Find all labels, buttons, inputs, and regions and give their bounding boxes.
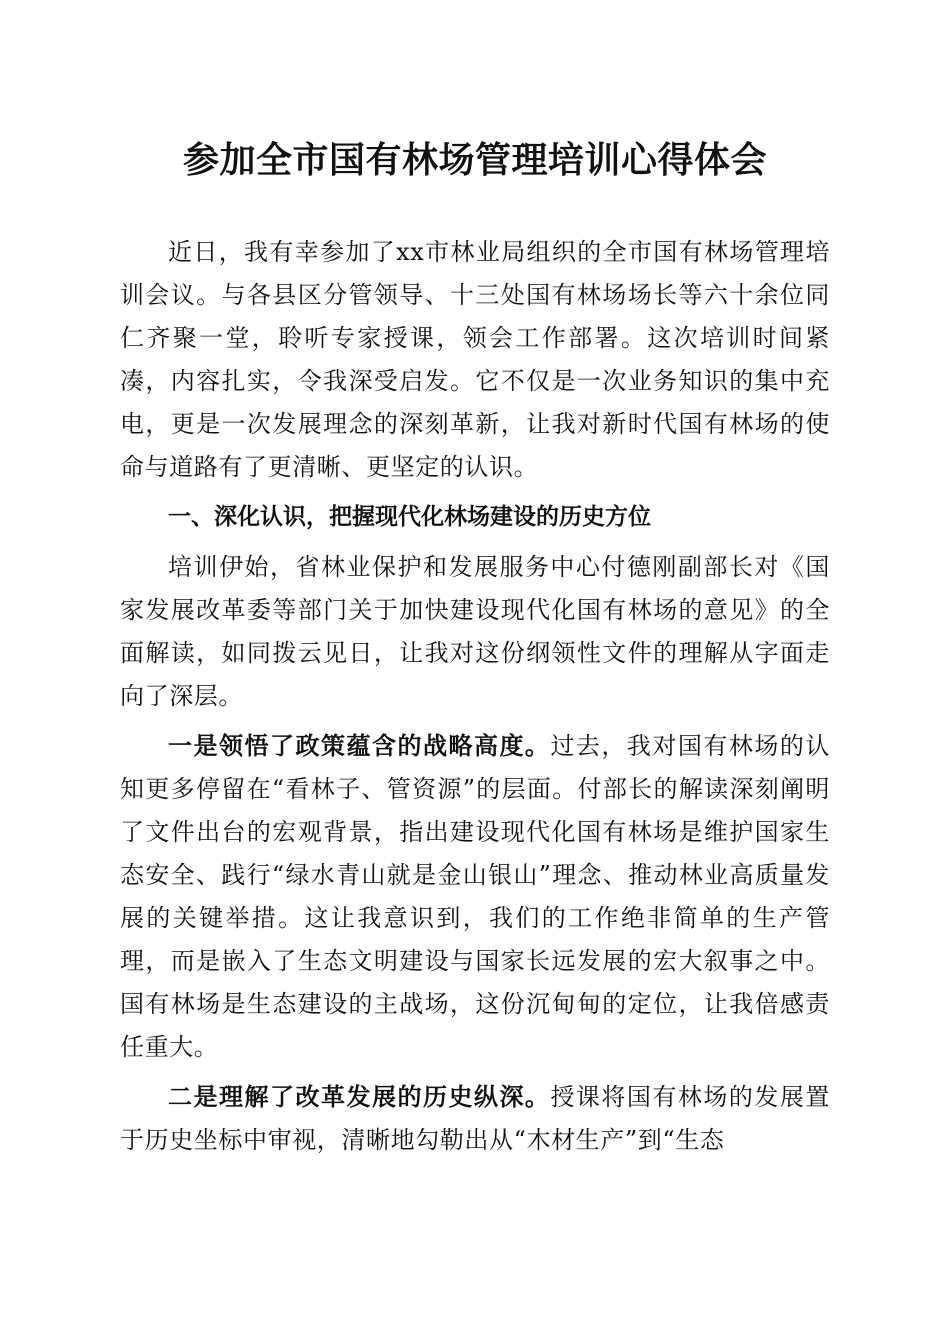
- point-two-lead: 二是理解了改革发展的历史纵深。: [168, 1083, 551, 1111]
- document-title: 参加全市国有林场管理培训心得体会: [182, 139, 767, 181]
- intro-paragraph: 近日，我有幸参加了xx市林业局组织的全市国有林场管理培训会议。与各县区分管领导、十三处国有林场场长等六十余位同仁齐聚一堂，聆听专家授课，领会工作部署。这次培训时间紧凑，内容扎实，令我深受启发。它不仅是一次业务知识的集中充电，更是一次发展理念的深刻革新，让我对新时代国有林场的使命与道路有了更清晰、更坚定的认识。: [120, 238, 830, 481]
- point-two-paragraph: [120, 1076, 830, 1162]
- section-heading-1: 一、深化认识，把握现代化林场建设的历史方位: [168, 504, 651, 530]
- point-two-text: 授课将国有林场的发展置于历史坐标中审视，清晰地勾勒出从“木材生产”到“生态: [120, 1083, 830, 1154]
- document-body: [120, 231, 830, 1169]
- point-one-text: 过去，我对国有林场的认知更多停留在“看林子、管资源”的层面。付部长的解读深刻阐明了文件出台的宏观背景，指出建设现代化国有林场是维护国家生态安全、践行“绿水青山就是金山银山”理念、推动林业高质量发展的关键举措。这让我意识到，我们的工作绝非简单的生产管理，而是嵌入了生态文明建设与国家长远发展的宏大叙事之中。国有林场是生态建设的主战场，这份沉甸甸的定位，让我倍感责任重大。: [120, 732, 830, 1061]
- point-one-lead: 一是领悟了政策蕴含的战略高度。: [168, 732, 551, 760]
- point-one-paragraph: [120, 725, 830, 1069]
- section1-intro-paragraph: 培训伊始，省林业保护和发展服务中心付德刚副部长对《国家发展改革委等部门关于加快建设现代化国有林场的意见》的全面解读，如同拨云见日，让我对这份纲领性文件的理解从字面走向了深层。: [120, 553, 830, 710]
